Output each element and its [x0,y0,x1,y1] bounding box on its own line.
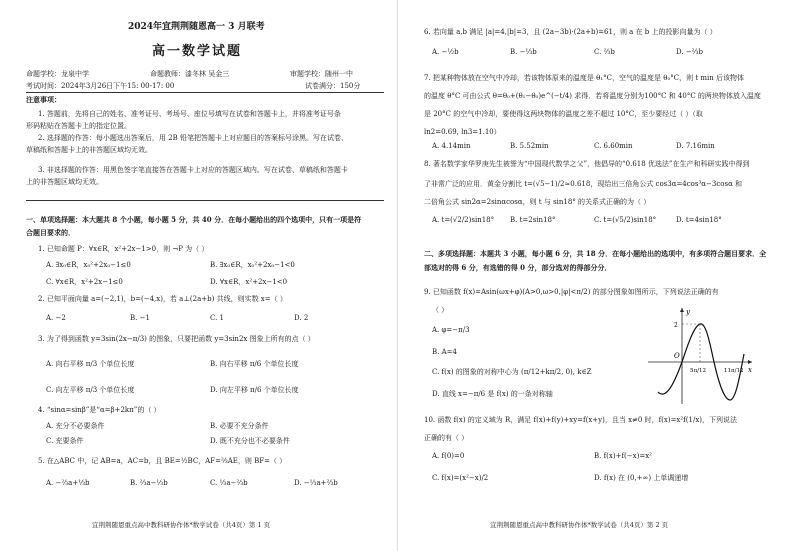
option-b: B. 向右平移 π/6 个单位长度 [210,360,299,368]
question-stem: 7. 把某种物体放在空气中冷却，若该物体原来的温度是 θ₁°C，空气的温度是 θ₀°C，则 t min 后该物体 [424,74,744,82]
question-stem: 6. 若向量 a,b 满足 |a|=4,|b|=3，且 (2a−3b)·(2a+b)=61，则 a 在 b 上的投影向量为（ ） [424,28,717,36]
option-a: A. 充分不必要条件 [46,422,105,430]
question-stem: 1. 已知命题 P：∀x∈R，x²+2x−1>0，则 ¬P 为（ ） [38,245,209,253]
page-footer: 宜荆荆随恩重点高中教科研协作体*数学试卷（共4页）第 2 页 [490,521,669,529]
meta-author: 命题教师：漆冬林 吴金三 [150,70,230,78]
question-stem: 10. 函数 f(x) 的定义域为 R，满足 f(x)+f(y)+xy=f(x+y)，且当 x≠0 时，f(x)=x²f(1/x)，下列说法 [424,416,738,424]
answer-paren: （ ） [432,306,449,314]
question-stem-cont: 二倍角公式 sin2α=2sinαcosα，则 t 与 sin18° 的关系式正确的为（ ） [424,198,651,206]
meta-school: 命题学校：龙泉中学 [26,70,89,78]
x-axis-label: x [748,366,752,374]
option-d: D. −⅓a+⅔b [294,479,338,487]
option-b: B. −⅓b [510,48,537,56]
option-d: D. 7.16min [676,142,715,150]
paper-subtitle: 高一数学试题 [152,44,243,59]
question-stem-cont: 正确的有（ ） [424,434,469,442]
option-b: B. ⅔a−⅓b [130,479,168,487]
option-b: B. f(x)+f(−x)=x² [594,452,652,460]
option-a: A. φ=−π/3 [432,326,470,334]
option-a: A. −2 [46,314,66,322]
y-axis-arrow [680,308,684,312]
option-b: B. ∃x₀∈R，x₀²+2x₀−1<0 [210,261,295,269]
option-a: A. ∃x₀∈R，x₀²+2x₀−1≤0 [46,261,131,269]
notice-line: 2. 选择题的作答：每小题选出答案后，用 2B 铅笔把答题卡上对应题目的答案标号涂黑。写在试卷、 [38,134,348,142]
notice-rule [26,200,384,201]
notice-line: 3. 非选择题的作答：用黑色签字笔直接答在答题卡上对应的答题区域内。写在试卷、草稿纸和答题卡 [38,166,348,174]
question-stem: 9. 已知函数 f(x)=Asin(ωx+φ)(A>0,ω>0,|φ|<π/2) 的部分图象如图所示，下列说法正确的有 [424,288,719,296]
option-c: C. ⅓a−⅔b [210,479,248,487]
section-heading: 二、多项选择题：本题共 3 小题，每小题 6 分，共 18 分．在每小题给出的选项中，有多项符合题目要求．全 [424,249,767,258]
option-c: C. f(x) 的图象的对称中心为 (π/12+kπ/2, 0), k∈Z [432,368,592,376]
option-d: D. 向左平移 π/6 个单位长度 [210,386,299,394]
option-a: A. f(0)=0 [432,452,465,460]
option-d: D. 直线 x=−π/6 是 f(x) 的一条对称轴 [432,390,553,398]
meta-reviewer: 审题学校：随州一中 [290,70,353,78]
option-b: B. 必要不充分条件 [210,422,269,430]
option-d: D. 既不充分也不必要条件 [210,437,290,445]
option-a: A. 向右平移 π/3 个单位长度 [46,360,135,368]
option-d: D. f(x) 在 (0,+∞) 上单调递增 [594,474,689,482]
question-stem-cont: 的温度 θ°C 可由公式 θ=θ₀+(θ₁−θ₀)e^(−t/4) 求得．若将温度分别为100°C 和 40°C 的两块物体放入温度 [424,92,761,100]
header-rule [26,92,384,93]
question-stem: 2. 已知平面向量 a=(−2,1)，b=(−4,x)，若 a⊥(2a+b) 共线，则实数 x=（ ） [38,295,287,303]
option-c: C. f(x)=(x²−x)/2 [432,474,489,482]
section-heading-cont: 合题目要求的． [26,228,75,237]
question-stem-cont: 是 20°C 的空气中冷却，要使得这两块物体的温度之差不超过 10°C，至少要经过（ ）（取 [424,110,703,118]
tick-label: 11π/12 [724,368,744,374]
tick-label: 5π/12 [690,368,706,374]
x-axis-arrow [748,360,752,364]
option-a: A. −⅔a+⅓b [46,479,90,487]
section-heading: 一、单项选择题：本大题共 8 个小题，每小题 5 分，共 40 分．在每小题给出的四个选项中，只有一项是符 [26,215,362,224]
question-stem: 8. 著名数学家华罗庚先生被誉为“中国现代数学之父”，他倡导的“0.618 优选法”在生产和科研实践中得到 [424,160,750,168]
question-stem: 3. 为了得到函数 y=3sin(2x−π/3) 的图象，只要把函数 y=3sin2x 图象上所有的点（ ） [38,335,315,343]
exam-title: 2024年宜荆荆随恩高一 3 月联考 [128,22,265,32]
option-c: C. ⅔b [594,48,615,56]
option-d: D. 2 [294,314,309,322]
option-a: A. 4.14min [432,142,471,150]
question-stem-cont: 了非常广泛的应用．黄金分割比 t=(√5−1)/2≈0.618，现给出三倍角公式 cos3α=4cos³α−3cosα 和 [424,180,743,188]
question-stem: 4. “sinα=sinβ”是“α=β+2kπ”的（ ） [38,406,161,414]
peak-value-label: 2 [674,322,678,329]
question-stem: 5. 在△ABC 中，记 AB=a，AC=b，且 BE=½BC，AF=⅔AE，则 BF=（ ） [38,457,287,465]
option-c: C. ∀x∈R，x²+2x−1≤0 [46,278,123,286]
option-d: D. −⅔b [676,48,703,56]
option-b: B. t=2sin18° [510,216,556,224]
origin-label: O [674,352,680,360]
meta-time: 考试时间：2024年3月26日下午15: 00-17: 00 [26,82,175,90]
sine-graph [644,304,756,408]
meta-score: 试卷满分：150分 [305,82,361,90]
option-b: B. 5.52min [510,142,549,150]
notice-line: 草稿纸和答题卡上的非答题区域均无效。 [26,146,152,154]
right-page [397,0,794,551]
option-a: A. t=(√2/2)sin18° [432,216,495,224]
option-d: D. t=4sin18° [676,216,722,224]
option-b: B. −1 [130,314,150,322]
option-a: A. −½b [432,48,459,56]
option-b: B. A=4 [432,348,457,356]
option-c: C. 6.60min [594,142,633,150]
option-c: C. 1 [210,314,225,322]
option-c: C. 向左平移 π/3 个单位长度 [46,386,135,394]
option-c: C. 充要条件 [46,437,84,445]
option-d: D. ∀x∈R，x²+2x−1<0 [210,278,288,286]
page-footer: 宜荆荆随恩重点高中教科研协作体*数学试卷（共4页）第 1 页 [92,521,271,529]
notice-title: 注意事项： [26,95,61,104]
question-stem-cont: ln2=0.69, ln3=1.10） [424,128,501,136]
notice-line: 上的非答题区域均无效。 [26,178,103,186]
section-heading-cont: 部选对的得 6 分，有选错的得 0 分，部分选对的得部分分． [424,263,612,272]
notice-line: 1. 答题前，先将自己的姓名、准考证号、考场号、座位号填写在试卷和答题卡上，并将准考证号条 [38,110,341,118]
option-c: C. t=(√5/2)sin18° [594,216,657,224]
notice-line: 形码粘贴在答题卡上的指定位置。 [26,122,131,130]
y-axis-label: y [686,308,690,316]
